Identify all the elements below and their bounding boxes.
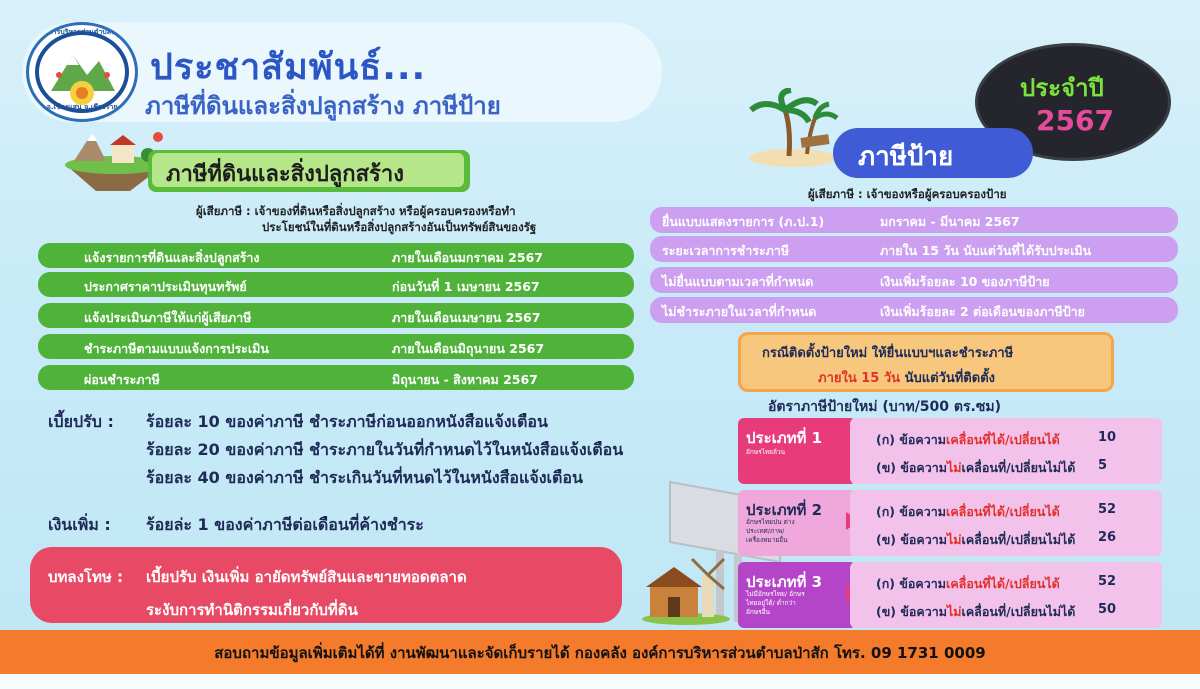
land-schedule-label: ประกาศราคาประเมินทุนทรัพย์ (84, 279, 247, 294)
static-rest: เคลื่อนที่/เปลี่ยนไม่ได้ (961, 460, 1076, 475)
land-schedule-row (38, 243, 634, 268)
surcharge-label: เงินเพิ่ม : (48, 515, 111, 534)
sign-category-desc: อักษรไทยปน ต่างประเทศ/ภาพ/ เครื่องหมายอื่น (746, 518, 795, 544)
sign-rate-heading: อัตราภาษีป้ายใหม่ (บาท/500 ตร.ซม) (768, 399, 1001, 415)
sign-schedule-label: ไม่ยื่นแบบตามเวลาที่กำหนด (662, 274, 814, 289)
land-schedule-label: แจ้งรายการที่ดินและสิ่งปลูกสร้าง (84, 250, 260, 265)
sign-schedule-row (650, 236, 1178, 262)
palm-tree-icon (745, 88, 840, 170)
fine-line: ร้อยละ 40 ของค่าภาษี ชำระเกินวันที่หนดไว้ในหนังสือแจ้งเตือน (146, 468, 583, 487)
sign-category-title: ประเภทที่ 2 (746, 501, 823, 519)
static-red: ไม่ (947, 604, 962, 619)
sign-schedule-row (650, 267, 1178, 293)
moving-rate-label (876, 502, 1060, 522)
land-schedule-row (38, 303, 634, 328)
year-badge-value: 2567 (1036, 104, 1114, 137)
fine-label: เบี้ยปรับ : (48, 412, 114, 431)
sign-schedule-label: ยื่นแบบแสดงรายการ (ภ.ป.1) (662, 214, 825, 229)
land-tax-payer-line1: ผู้เสียภาษี : เจ้าของที่ดินหรือสิ่งปลูกสร้าง หรือผู้ครอบครองหรือทำ (196, 204, 516, 218)
static-rate-value: 5 (1098, 458, 1108, 473)
static-rate-value: 50 (1098, 602, 1117, 617)
land-schedule-value: มิถุนายน - สิงหาคม 2567 (392, 372, 538, 387)
bottom-strip (0, 674, 1200, 689)
moving-prefix: (ก) ข้อความ (876, 432, 947, 447)
sign-schedule-row (650, 297, 1178, 323)
static-red: ไม่ (947, 460, 962, 475)
notice-deadline: ภายใน 15 วัน (818, 371, 901, 386)
sign-schedule-value: เงินเพิ่มร้อยละ 2 ต่อเดือนของภาษีป้าย (880, 304, 1085, 319)
year-badge-label: ประจำปี (1020, 74, 1104, 102)
punishment-label: บทลงโทษ : (48, 568, 123, 586)
sign-tax-payer: ผู้เสียภาษี : เจ้าของหรือผู้ครอบครองป้าย (808, 187, 1007, 201)
punishment-line2: ระงับการทำนิติกรรมเกี่ยวกับที่ดิน (146, 601, 358, 619)
moving-rate-value: 52 (1098, 574, 1117, 589)
sign-schedule-row (650, 207, 1178, 233)
static-prefix: (ข) ข้อความ (876, 532, 948, 547)
static-prefix: (ข) ข้อความ (876, 460, 948, 475)
new-sign-notice-line1: กรณีติดตั้งป้ายใหม่ ให้ยื่นแบบฯและชำระภาษี (762, 346, 1014, 361)
sign-category-box (738, 418, 856, 484)
footer-contact: สอบถามข้อมูลเพิ่มเติมได้ที่ งานพัฒนาและจัดเก็บรายได้ กองคลัง องค์การบริหารส่วนตำบลป่าสัก โทร. 09 1731 0009 (214, 644, 986, 662)
sign-schedule-value: มกราคม - มีนาคม 2567 (880, 214, 1020, 229)
logo-text-top: องค์การบริหารส่วนตำบลป่าสัก (36, 28, 128, 36)
moving-red: เคลื่อนที่ได้/เปลี่ยนได้ (946, 504, 1060, 519)
page-title: ประชาสัมพันธ์... (150, 47, 427, 88)
sign-schedule-label: ไม่ชำระภายในเวลาที่กำหนด (662, 304, 817, 319)
land-schedule-label: แจ้งประเมินภาษีให้แก่ผู้เสียภาษี (84, 310, 252, 325)
static-prefix: (ข) ข้อความ (876, 604, 948, 619)
static-rate-value: 26 (1098, 530, 1117, 545)
land-schedule-value: ภายในเดือนมกราคม 2567 (392, 250, 543, 265)
static-rate-label (876, 602, 1075, 622)
sign-category-rates (850, 418, 1162, 484)
land-schedule-row (38, 272, 634, 297)
notice-deadline-rest: นับแต่วันที่ติดตั้ง (900, 371, 995, 386)
static-rate-label (876, 458, 1075, 478)
farmhouse-icon (640, 555, 732, 625)
land-tax-payer-line2: ประโยชน์ในที่ดินหรือสิ่งปลูกสร้างอันเป็นทรัพย์สินของรัฐ (262, 220, 537, 234)
surcharge-line: ร้อยล่ะ 1 ของค่าภาษีต่อเดือนที่ค้างชำระ (146, 515, 424, 534)
static-rate-label (876, 530, 1075, 550)
land-schedule-value: ภายในเดือนมิถุนายน 2567 (392, 341, 545, 356)
static-red: ไม่ (947, 532, 962, 547)
sign-category-box (738, 490, 856, 556)
land-schedule-row (38, 365, 634, 390)
sign-category-title: ประเภทที่ 1 (746, 429, 823, 447)
sign-category-rates (850, 490, 1162, 556)
sign-schedule-value: เงินเพิ่มร้อยละ 10 ของภาษีป้าย (880, 274, 1050, 289)
land-schedule-value: ก่อนวันที่ 1 เมษายน 2567 (392, 279, 540, 294)
page-subtitle: ภาษีที่ดินและสิ่งปลูกสร้าง ภาษีป้าย (145, 92, 501, 120)
fine-line: ร้อยละ 20 ของค่าภาษี ชำระภายในวันที่กำหนดไว้ในหนังสือแจ้งเตือน (146, 440, 624, 459)
land-schedule-row (38, 334, 634, 359)
moving-prefix: (ก) ข้อความ (876, 576, 947, 591)
land-schedule-label: ชำระภาษีตามแบบแจ้งการประเมิน (84, 341, 269, 356)
sign-tax-title: ภาษีป้าย (858, 142, 954, 172)
sign-schedule-label: ระยะเวลาการชำระภาษี (662, 243, 790, 258)
land-schedule-label: ผ่อนชำระภาษี (84, 372, 160, 387)
moving-rate-label (876, 574, 1060, 594)
moving-prefix: (ก) ข้อความ (876, 504, 947, 519)
moving-rate-value: 10 (1098, 430, 1117, 445)
moving-rate-value: 52 (1098, 502, 1117, 517)
logo-text-bottom: อ.เชียงแสน จ.เชียงราย (46, 103, 118, 111)
sign-category-rates (850, 562, 1162, 628)
static-rest: เคลื่อนที่/เปลี่ยนไม่ได้ (961, 604, 1076, 619)
moving-rate-label (876, 430, 1060, 450)
sign-schedule-value: ภายใน 15 วัน นับแต่วันที่ได้รับประเมิน (880, 243, 1092, 258)
organization-logo (26, 22, 138, 122)
moving-red: เคลื่อนที่ได้/เปลี่ยนได้ (946, 576, 1060, 591)
new-sign-notice-line2 (818, 367, 995, 388)
sign-category-box (738, 562, 856, 628)
sign-category-desc: ไม่มีอักษรไทย/ อักษรไทยอยู่ใต้/ ต่ำกว่าอักษรอื่น (746, 590, 805, 616)
moving-red: เคลื่อนที่ได้/เปลี่ยนได้ (946, 432, 1060, 447)
sign-category-desc: อักษรไทยล้วน (746, 448, 786, 456)
punishment-line1: เบี้ยปรับ เงินเพิ่ม อายัดทรัพย์สินและขายทอดตลาด (146, 568, 467, 586)
static-rest: เคลื่อนที่/เปลี่ยนไม่ได้ (961, 532, 1076, 547)
land-schedule-value: ภายในเดือนเมษายน 2567 (392, 310, 541, 325)
fine-line: ร้อยละ 10 ของค่าภาษี ชำระภาษีก่อนออกหนังสือแจ้งเตือน (146, 412, 548, 431)
land-tax-title: ภาษีที่ดินและสิ่งปลูกสร้าง (166, 162, 404, 187)
sign-category-title: ประเภทที่ 3 (746, 573, 823, 591)
